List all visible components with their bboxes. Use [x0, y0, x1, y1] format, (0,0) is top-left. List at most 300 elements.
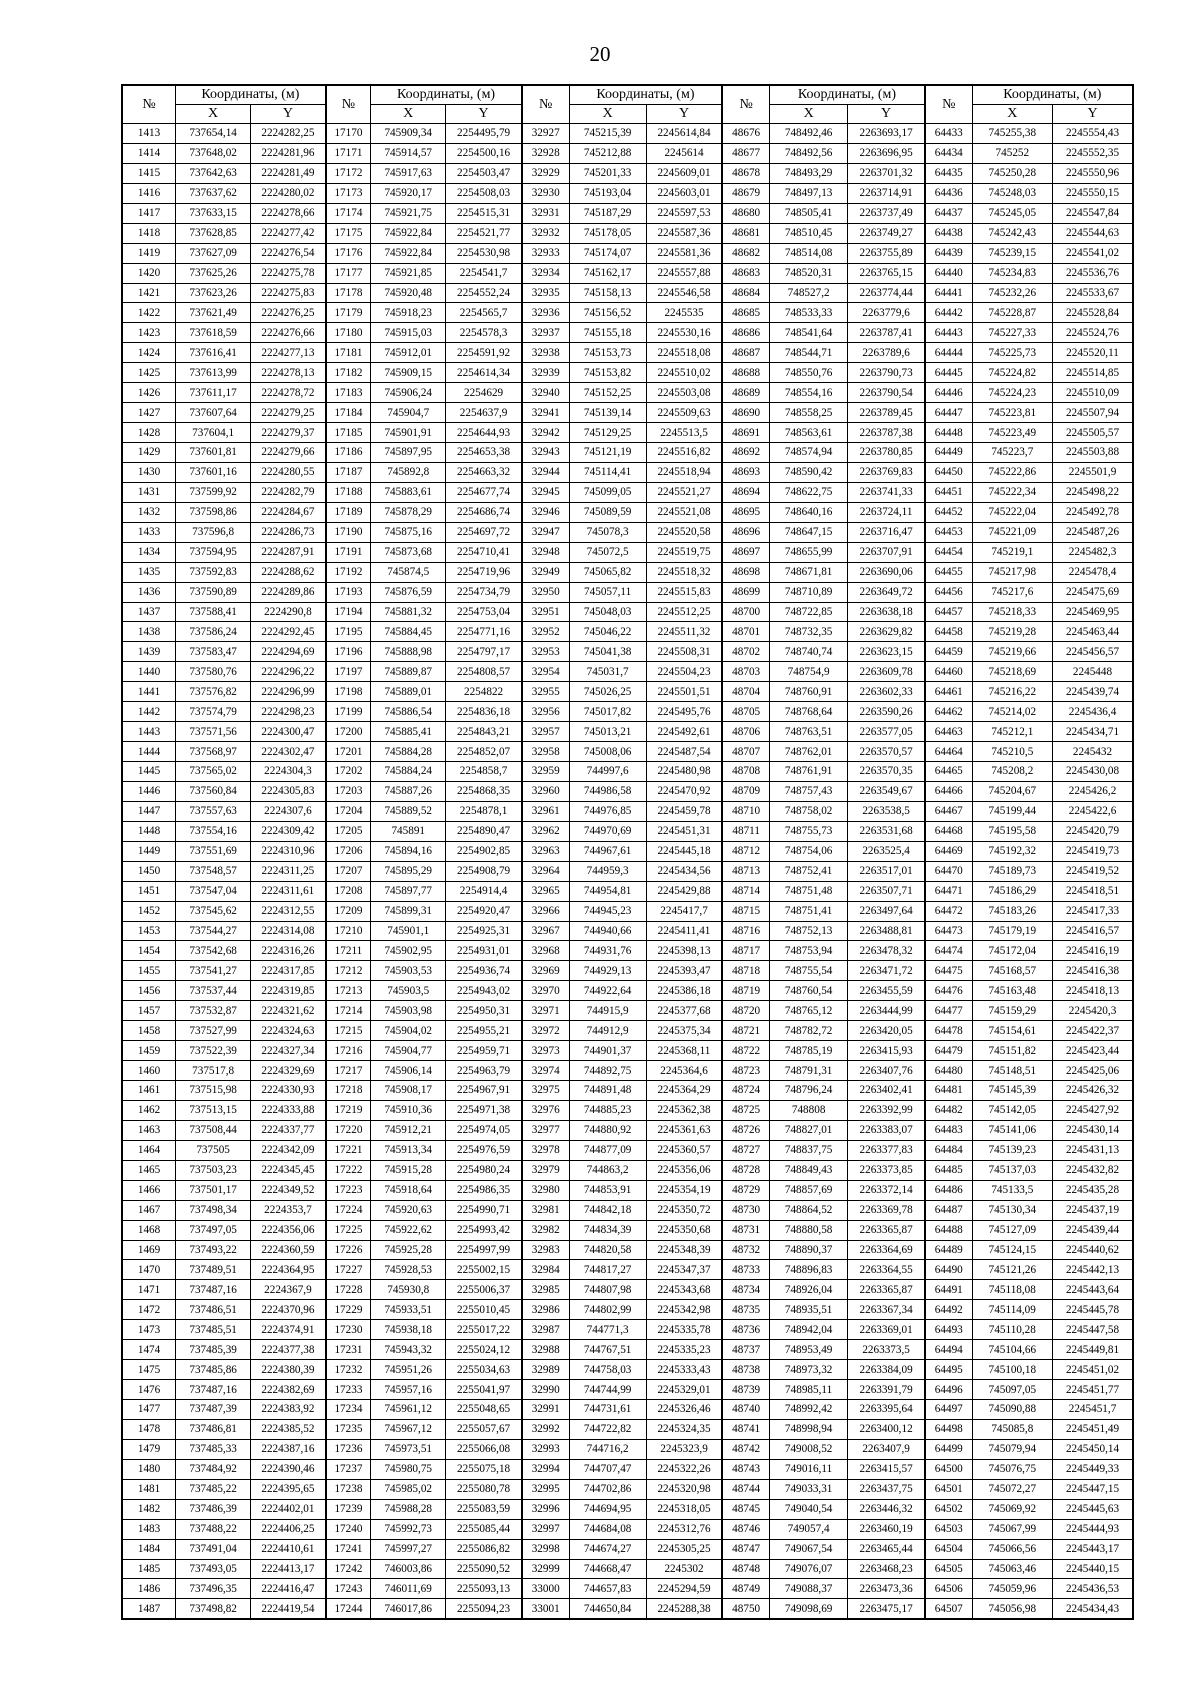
x-value-cell: 745183,26 — [972, 901, 1052, 921]
y-value-cell: 2254914,4 — [446, 881, 522, 901]
x-value-cell: 744707,47 — [569, 1459, 646, 1479]
point-number-cell: 32944 — [522, 462, 569, 482]
x-value-cell: 748880,58 — [770, 1220, 848, 1240]
x-value-cell: 745914,57 — [371, 143, 446, 163]
y-value-cell: 2245434,71 — [1053, 722, 1133, 742]
point-number-cell: 32957 — [522, 722, 569, 742]
point-number-cell: 48688 — [722, 363, 769, 383]
x-value-cell: 737493,05 — [176, 1559, 251, 1579]
x-value-cell: 748752,13 — [770, 921, 848, 941]
y-value-cell: 2245343,68 — [646, 1280, 722, 1300]
y-value-cell: 2263525,4 — [848, 841, 925, 861]
point-number-cell: 1445 — [122, 762, 176, 782]
point-number-cell: 17232 — [326, 1360, 371, 1380]
y-value-cell: 2224413,17 — [251, 1559, 326, 1579]
y-value-cell: 2263609,78 — [848, 662, 925, 682]
y-value-cell: 2245432 — [1053, 742, 1133, 762]
x-value-cell: 748992,42 — [770, 1400, 848, 1420]
x-value-cell: 744834,39 — [569, 1220, 646, 1240]
point-number-cell: 32941 — [522, 403, 569, 423]
y-value-cell: 2245426,2 — [1053, 781, 1133, 801]
point-number-cell: 32964 — [522, 861, 569, 881]
y-value-cell: 2224327,34 — [251, 1041, 326, 1061]
y-value-cell: 2263460,19 — [848, 1519, 925, 1539]
point-number-cell: 17190 — [326, 522, 371, 542]
point-number-cell: 1482 — [122, 1499, 176, 1519]
point-number-cell: 48705 — [722, 702, 769, 722]
y-value-cell: 2245329,01 — [646, 1380, 722, 1400]
y-value-cell: 2255006,37 — [446, 1280, 522, 1300]
point-number-cell: 17218 — [326, 1081, 371, 1101]
x-value-cell: 737545,62 — [176, 901, 251, 921]
point-number-cell: 17233 — [326, 1380, 371, 1400]
point-number-cell: 17230 — [326, 1320, 371, 1340]
point-number-cell: 64493 — [925, 1320, 972, 1340]
point-number-cell: 32948 — [522, 542, 569, 562]
x-value-cell: 748827,01 — [770, 1120, 848, 1140]
x-header: X — [176, 105, 251, 124]
x-value-cell: 737633,15 — [176, 203, 251, 223]
point-number-cell: 48696 — [722, 522, 769, 542]
point-number-cell: 1440 — [122, 662, 176, 682]
y-value-cell: 2224311,61 — [251, 881, 326, 901]
point-number-cell: 32952 — [522, 622, 569, 642]
y-value-cell: 2224374,91 — [251, 1320, 326, 1340]
y-value-cell: 2263364,69 — [848, 1240, 925, 1260]
point-number-cell: 1424 — [122, 343, 176, 363]
point-number-cell: 64474 — [925, 941, 972, 961]
y-value-cell: 2263407,9 — [848, 1439, 925, 1459]
point-number-cell: 32980 — [522, 1180, 569, 1200]
point-number-cell: 17205 — [326, 821, 371, 841]
x-value-cell: 745223,7 — [972, 443, 1052, 463]
x-value-cell: 745884,28 — [371, 742, 446, 762]
page-number: 20 — [589, 42, 611, 66]
point-number-cell: 64469 — [925, 841, 972, 861]
y-value-cell: 2245333,43 — [646, 1360, 722, 1380]
x-value-cell: 745139,23 — [972, 1140, 1052, 1160]
point-number-cell: 64477 — [925, 1001, 972, 1021]
point-number-cell: 64505 — [925, 1559, 972, 1579]
y-value-cell: 2263774,44 — [848, 283, 925, 303]
y-value-cell: 2245439,44 — [1053, 1220, 1133, 1240]
point-number-cell: 64463 — [925, 722, 972, 742]
y-value-cell: 2254710,41 — [446, 542, 522, 562]
x-value-cell: 737486,51 — [176, 1300, 251, 1320]
point-number-cell: 1447 — [122, 801, 176, 821]
table-row — [122, 1380, 1133, 1400]
x-value-cell: 745201,33 — [569, 163, 646, 183]
y-value-cell: 2245435,28 — [1053, 1180, 1133, 1200]
table-row — [122, 403, 1133, 423]
point-number-cell: 1457 — [122, 1001, 176, 1021]
y-value-cell: 2263749,27 — [848, 223, 925, 243]
y-value-cell: 2245425,06 — [1053, 1061, 1133, 1081]
point-number-cell: 64495 — [925, 1360, 972, 1380]
point-number-cell: 48729 — [722, 1180, 769, 1200]
y-value-cell: 2255083,59 — [446, 1499, 522, 1519]
x-value-cell: 746017,86 — [371, 1599, 446, 1619]
x-value-cell: 745906,24 — [371, 383, 446, 403]
y-value-cell: 2263780,85 — [848, 443, 925, 463]
x-value-cell: 748563,61 — [770, 423, 848, 443]
y-value-cell: 2224281,96 — [251, 143, 326, 163]
point-number-cell: 1470 — [122, 1260, 176, 1280]
y-value-cell: 2245356,06 — [646, 1160, 722, 1180]
x-value-cell: 745973,51 — [371, 1439, 446, 1459]
x-value-cell: 744807,98 — [569, 1280, 646, 1300]
table-row — [122, 223, 1133, 243]
point-number-cell: 48720 — [722, 1001, 769, 1021]
point-number-cell: 32968 — [522, 941, 569, 961]
point-number-cell: 48693 — [722, 462, 769, 482]
point-number-cell: 32954 — [522, 662, 569, 682]
table-row — [122, 562, 1133, 582]
point-number-cell: 64473 — [925, 921, 972, 941]
coordinates-table — [121, 84, 1134, 1620]
y-value-cell: 2245440,15 — [1053, 1559, 1133, 1579]
point-number-cell: 48704 — [722, 682, 769, 702]
x-value-cell: 745885,41 — [371, 722, 446, 742]
x-value-cell: 749067,54 — [770, 1539, 848, 1559]
x-value-cell: 745193,04 — [569, 183, 646, 203]
point-number-cell: 64506 — [925, 1579, 972, 1599]
table-row — [122, 841, 1133, 861]
y-value-cell: 2254495,79 — [446, 124, 522, 144]
y-value-cell: 2245305,25 — [646, 1539, 722, 1559]
y-value-cell: 2245322,26 — [646, 1459, 722, 1479]
point-number-cell: 64436 — [925, 183, 972, 203]
y-value-cell: 2263473,36 — [848, 1579, 925, 1599]
point-number-cell: 48706 — [722, 722, 769, 742]
point-number-cell: 1467 — [122, 1200, 176, 1220]
y-value-cell: 2245398,13 — [646, 941, 722, 961]
x-value-cell: 744758,03 — [569, 1360, 646, 1380]
x-value-cell: 745908,17 — [371, 1081, 446, 1101]
x-value-cell: 737497,05 — [176, 1220, 251, 1240]
point-number-cell: 64442 — [925, 303, 972, 323]
point-number-cell: 48736 — [722, 1320, 769, 1340]
x-value-cell: 745876,59 — [371, 582, 446, 602]
y-value-cell: 2245530,16 — [646, 323, 722, 343]
y-value-cell: 2245501,9 — [1053, 462, 1133, 482]
x-value-cell: 737604,1 — [176, 423, 251, 443]
y-value-cell: 2254686,74 — [446, 502, 522, 522]
x-value-cell: 748890,37 — [770, 1240, 848, 1260]
x-value-cell: 748762,01 — [770, 742, 848, 762]
y-value-cell: 2224294,69 — [251, 642, 326, 662]
x-value-cell: 737576,82 — [176, 682, 251, 702]
x-value-cell: 737590,89 — [176, 582, 251, 602]
x-value-cell: 737601,81 — [176, 443, 251, 463]
y-value-cell: 2245445,18 — [646, 841, 722, 861]
point-number-cell: 32981 — [522, 1200, 569, 1220]
x-value-cell: 745153,73 — [569, 343, 646, 363]
point-number-cell: 64476 — [925, 981, 972, 1001]
x-value-cell: 744702,86 — [569, 1479, 646, 1499]
x-value-cell: 749088,37 — [770, 1579, 848, 1599]
x-value-cell: 744694,95 — [569, 1499, 646, 1519]
x-value-cell: 737594,95 — [176, 542, 251, 562]
x-value-cell: 737616,41 — [176, 343, 251, 363]
x-value-cell: 748754,06 — [770, 841, 848, 861]
y-value-cell: 2245507,94 — [1053, 403, 1133, 423]
point-number-cell: 48738 — [722, 1360, 769, 1380]
point-number-cell: 17170 — [326, 124, 371, 144]
point-number-cell: 48712 — [722, 841, 769, 861]
x-value-cell: 745920,48 — [371, 283, 446, 303]
x-value-cell: 745127,09 — [972, 1220, 1052, 1240]
table-row — [122, 1120, 1133, 1140]
point-number-cell: 17188 — [326, 482, 371, 502]
x-value-cell: 745889,01 — [371, 682, 446, 702]
point-number-cell: 17203 — [326, 781, 371, 801]
y-value-cell: 2224302,47 — [251, 742, 326, 762]
x-value-cell: 748710,89 — [770, 582, 848, 602]
point-number-cell: 33001 — [522, 1599, 569, 1619]
y-value-cell: 2245456,57 — [1053, 642, 1133, 662]
point-number-cell: 64462 — [925, 702, 972, 722]
x-value-cell: 745943,32 — [371, 1340, 446, 1360]
y-value-cell: 2224304,3 — [251, 762, 326, 782]
x-value-cell: 744885,23 — [569, 1100, 646, 1120]
x-value-cell: 737554,16 — [176, 821, 251, 841]
x-value-cell: 745903,53 — [371, 961, 446, 981]
y-value-cell: 2245552,35 — [1053, 143, 1133, 163]
table-row — [122, 762, 1133, 782]
table-row — [122, 263, 1133, 283]
x-value-cell: 737487,39 — [176, 1400, 251, 1420]
x-value-cell: 748785,19 — [770, 1041, 848, 1061]
x-value-cell: 748640,16 — [770, 502, 848, 522]
y-value-cell: 2224276,25 — [251, 303, 326, 323]
y-value-cell: 2245361,63 — [646, 1120, 722, 1140]
y-header: Y — [251, 105, 326, 124]
point-number-cell: 48681 — [722, 223, 769, 243]
point-number-cell: 48716 — [722, 921, 769, 941]
y-value-cell: 2245449,81 — [1053, 1340, 1133, 1360]
y-value-cell: 2263737,49 — [848, 203, 925, 223]
point-number-cell: 32991 — [522, 1400, 569, 1420]
point-number-cell: 48701 — [722, 622, 769, 642]
table-row — [122, 642, 1133, 662]
x-value-cell: 737621,49 — [176, 303, 251, 323]
y-value-cell: 2263377,83 — [848, 1140, 925, 1160]
point-number-cell: 48722 — [722, 1041, 769, 1061]
y-value-cell: 2263373,5 — [848, 1340, 925, 1360]
point-number-cell: 32933 — [522, 243, 569, 263]
table-row — [122, 343, 1133, 363]
point-number-cell: 32929 — [522, 163, 569, 183]
x-value-cell: 737508,44 — [176, 1120, 251, 1140]
y-value-cell: 2263384,09 — [848, 1360, 925, 1380]
x-value-cell: 749098,69 — [770, 1599, 848, 1619]
x-value-cell: 744940,66 — [569, 921, 646, 941]
y-value-cell: 2254797,17 — [446, 642, 522, 662]
point-number-cell: 64482 — [925, 1100, 972, 1120]
x-value-cell: 748760,54 — [770, 981, 848, 1001]
point-number-cell: 1448 — [122, 821, 176, 841]
y-value-cell: 2255057,67 — [446, 1419, 522, 1439]
x-value-cell: 745922,84 — [371, 243, 446, 263]
x-value-cell: 745076,75 — [972, 1459, 1052, 1479]
y-value-cell: 2224406,25 — [251, 1519, 326, 1539]
x-value-cell: 744731,61 — [569, 1400, 646, 1420]
y-value-cell: 2224300,47 — [251, 722, 326, 742]
y-value-cell: 2245550,96 — [1053, 163, 1133, 183]
y-value-cell: 2263724,11 — [848, 502, 925, 522]
x-value-cell: 745227,33 — [972, 323, 1052, 343]
x-value-cell: 745046,22 — [569, 622, 646, 642]
y-value-cell: 2245451,49 — [1053, 1419, 1133, 1439]
x-value-cell: 745255,38 — [972, 124, 1052, 144]
x-value-cell: 748757,43 — [770, 781, 848, 801]
x-value-cell: 745148,51 — [972, 1061, 1052, 1081]
x-value-cell: 745192,32 — [972, 841, 1052, 861]
x-value-cell: 737542,68 — [176, 941, 251, 961]
table-row — [122, 283, 1133, 303]
y-value-cell: 2245442,13 — [1053, 1260, 1133, 1280]
y-value-cell: 2245419,73 — [1053, 841, 1133, 861]
point-number-cell: 64439 — [925, 243, 972, 263]
x-value-cell: 745218,33 — [972, 602, 1052, 622]
point-number-cell: 17208 — [326, 881, 371, 901]
y-value-cell: 2224288,62 — [251, 562, 326, 582]
x-value-cell: 745041,38 — [569, 642, 646, 662]
y-value-cell: 2245505,57 — [1053, 423, 1133, 443]
x-value-cell: 745912,01 — [371, 343, 446, 363]
point-number-cell: 17180 — [326, 323, 371, 343]
y-value-cell: 2245288,38 — [646, 1599, 722, 1619]
x-value-cell: 745902,95 — [371, 941, 446, 961]
y-value-cell: 2224395,65 — [251, 1479, 326, 1499]
point-number-cell: 32997 — [522, 1519, 569, 1539]
x-value-cell: 744945,23 — [569, 901, 646, 921]
point-number-cell: 33000 — [522, 1579, 569, 1599]
point-number-cell: 17234 — [326, 1400, 371, 1420]
point-number-cell: 1461 — [122, 1081, 176, 1101]
x-value-cell: 744892,75 — [569, 1061, 646, 1081]
y-value-cell: 2254719,96 — [446, 562, 522, 582]
point-number-cell: 32959 — [522, 762, 569, 782]
y-value-cell: 2263570,57 — [848, 742, 925, 762]
y-value-cell: 2254614,34 — [446, 363, 522, 383]
x-value-cell: 749016,11 — [770, 1459, 848, 1479]
point-number-cell: 48746 — [722, 1519, 769, 1539]
point-number-cell: 48709 — [722, 781, 769, 801]
point-number-cell: 32963 — [522, 841, 569, 861]
point-number-cell: 64444 — [925, 343, 972, 363]
y-value-cell: 2224345,45 — [251, 1160, 326, 1180]
x-value-cell: 745915,28 — [371, 1160, 446, 1180]
x-value-cell: 748492,56 — [770, 143, 848, 163]
point-number-cell: 1476 — [122, 1380, 176, 1400]
point-number-cell: 64472 — [925, 901, 972, 921]
x-value-cell: 745008,06 — [569, 742, 646, 762]
x-value-cell: 737489,51 — [176, 1260, 251, 1280]
y-value-cell: 2245448 — [1053, 662, 1133, 682]
point-number-cell: 64488 — [925, 1220, 972, 1240]
point-number-cell: 32969 — [522, 961, 569, 981]
table-row — [122, 1499, 1133, 1519]
x-value-cell: 737517,8 — [176, 1061, 251, 1081]
point-number-cell: 17184 — [326, 403, 371, 423]
y-value-cell: 2245423,44 — [1053, 1041, 1133, 1061]
y-value-cell: 2254644,93 — [446, 423, 522, 443]
table-row — [122, 901, 1133, 921]
x-value-cell: 737560,84 — [176, 781, 251, 801]
x-value-cell: 745056,98 — [972, 1599, 1052, 1619]
y-value-cell: 2245495,76 — [646, 702, 722, 722]
x-value-cell: 745889,87 — [371, 662, 446, 682]
y-value-cell: 2245418,13 — [1053, 981, 1133, 1001]
x-value-cell: 745218,69 — [972, 662, 1052, 682]
x-value-cell: 745918,64 — [371, 1180, 446, 1200]
x-value-cell: 737625,26 — [176, 263, 251, 283]
y-value-cell: 2224390,46 — [251, 1459, 326, 1479]
y-value-cell: 2224367,9 — [251, 1280, 326, 1300]
x-value-cell: 745239,15 — [972, 243, 1052, 263]
x-value-cell: 745884,45 — [371, 622, 446, 642]
x-value-cell: 748985,11 — [770, 1380, 848, 1400]
point-number-cell: 17186 — [326, 443, 371, 463]
point-number-cell: 48699 — [722, 582, 769, 602]
x-value-cell: 737488,22 — [176, 1519, 251, 1539]
y-value-cell: 2255093,13 — [446, 1579, 522, 1599]
point-number-cell: 32928 — [522, 143, 569, 163]
table-row — [122, 961, 1133, 981]
point-number-cell: 1485 — [122, 1559, 176, 1579]
point-number-cell: 48743 — [722, 1459, 769, 1479]
y-value-cell: 2263693,17 — [848, 124, 925, 144]
x-value-cell: 737551,69 — [176, 841, 251, 861]
point-number-cell: 48737 — [722, 1340, 769, 1360]
table-row — [122, 443, 1133, 463]
y-value-cell: 2263570,35 — [848, 762, 925, 782]
y-value-cell: 2254822 — [446, 682, 522, 702]
x-value-cell: 745026,25 — [569, 682, 646, 702]
point-number-cell: 64498 — [925, 1419, 972, 1439]
y-value-cell: 2224279,37 — [251, 423, 326, 443]
x-value-cell: 745072,27 — [972, 1479, 1052, 1499]
x-value-cell: 745110,28 — [972, 1320, 1052, 1340]
point-number-cell: 32940 — [522, 383, 569, 403]
y-value-cell: 2263365,87 — [848, 1280, 925, 1300]
y-value-cell: 2224282,25 — [251, 124, 326, 144]
x-value-cell: 737487,16 — [176, 1380, 251, 1400]
y-value-cell: 2245335,78 — [646, 1320, 722, 1340]
x-value-cell: 745992,73 — [371, 1519, 446, 1539]
x-value-cell: 748574,94 — [770, 443, 848, 463]
y-value-cell: 2263755,89 — [848, 243, 925, 263]
y-value-cell: 2263455,59 — [848, 981, 925, 1001]
point-number-cell: 48682 — [722, 243, 769, 263]
y-value-cell: 2263392,99 — [848, 1100, 925, 1120]
x-value-cell: 745903,98 — [371, 1001, 446, 1021]
x-value-cell: 748533,33 — [770, 303, 848, 323]
table-row — [122, 203, 1133, 223]
y-value-cell: 2245514,85 — [1053, 363, 1133, 383]
point-number-cell: 17221 — [326, 1140, 371, 1160]
x-value-cell: 745252 — [972, 143, 1052, 163]
y-value-cell: 2254908,79 — [446, 861, 522, 881]
point-number-cell: 64501 — [925, 1479, 972, 1499]
y-value-cell: 2245417,33 — [1053, 901, 1133, 921]
y-value-cell: 2254925,31 — [446, 921, 522, 941]
y-value-cell: 2245362,38 — [646, 1100, 722, 1120]
point-number-cell: 32950 — [522, 582, 569, 602]
x-value-cell: 744912,9 — [569, 1021, 646, 1041]
